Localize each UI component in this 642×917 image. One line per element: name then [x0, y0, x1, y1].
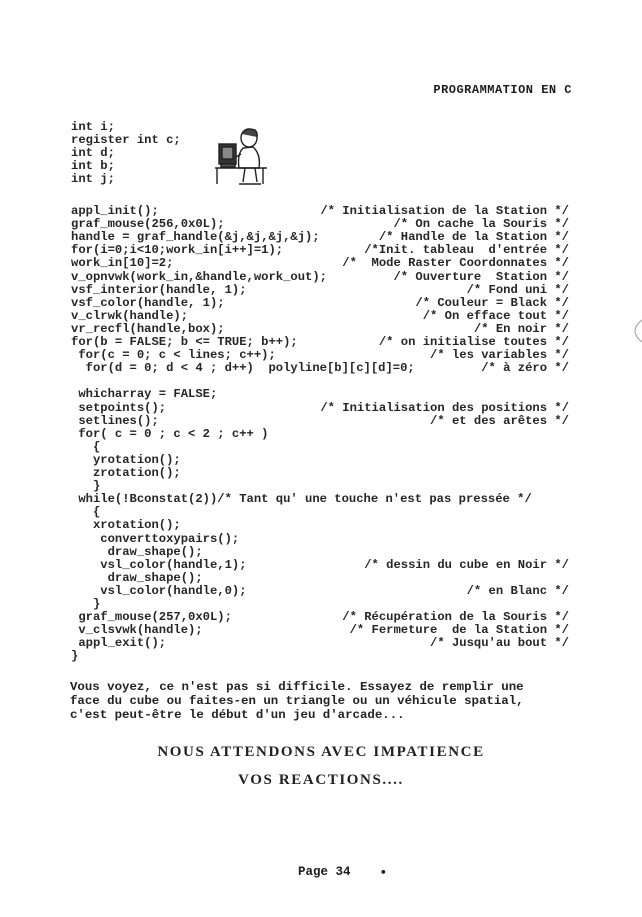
code-comment: /* Fond uni */ [466, 282, 569, 297]
declaration-line: int b; [71, 159, 115, 173]
code-comment: /* Récupération de la Souris */ [342, 610, 569, 625]
code-comment: /* à zéro */ [481, 361, 569, 376]
code-comment: /* En noir */ [473, 321, 569, 336]
code-line: v_clrwk(handle); [71, 308, 189, 323]
code-comment: /* Fermeture de la Station */ [349, 623, 569, 638]
code-line: for(b = FALSE; b <= TRUE; b++); [71, 335, 298, 349]
code-comment: /* On efface tout */ [422, 308, 569, 323]
page-number: Page 34 [298, 865, 351, 879]
code-comment: /* Ouverture Station */ [393, 269, 569, 284]
code-line: yrotation(); [71, 452, 181, 467]
code-line: } [71, 597, 101, 611]
closing-headline-2: VOS REACTIONS.... [238, 772, 404, 788]
code-line: for( c = 0 ; c < 2 ; c++ ) [71, 426, 269, 441]
paragraph-line: c'est peut-être le début d'un jeu d'arcade... [70, 708, 405, 722]
code-line: converttoxypairs(); [71, 531, 240, 546]
code-line: graf_mouse(256,0x0L); [71, 217, 225, 232]
code-line: setlines(); [71, 413, 159, 428]
code-line: handle = graf_handle(&j,&j,&j,&j); [71, 230, 320, 245]
code-line: draw_shape(); [71, 570, 203, 585]
code-line: work_in[10]=2; [71, 256, 174, 271]
code-comment: /*Init. tableau d'entrée */ [364, 243, 569, 258]
declaration-line: int d; [71, 146, 115, 160]
code-comment: /* en Blanc */ [466, 583, 569, 598]
code-line: v_clsvwk(handle); [71, 623, 203, 638]
code-line: setpoints(); [71, 400, 167, 415]
closing-headline-1: NOUS ATTENDONS AVEC IMPATIENCE [157, 744, 485, 760]
code-comment: /* On cache la Souris */ [393, 217, 569, 232]
paragraph-line: Vous voyez, ce n'est pas si difficile. Essayez de remplir une [70, 680, 524, 694]
code-line: vsf_interior(handle, 1); [71, 282, 247, 297]
code-line: vsl_color(handle,1); [71, 557, 247, 572]
paragraph-line: face du cube ou faites-en un triangle ou un véhicule spatial, [70, 694, 524, 708]
code-comment: /* Jusqu'au bout */ [430, 636, 569, 651]
code-comment: /* Couleur = Black */ [415, 295, 569, 310]
declaration-line: int i; [71, 120, 115, 134]
code-line: for(i=0;i<10;work_in[i++]=1); [71, 243, 284, 258]
code-line: zrotation(); [71, 466, 181, 480]
code-line: { [71, 505, 101, 520]
code-line: vsf_color(handle, 1); [71, 295, 225, 310]
code-comment: /* Initialisation de la Station */ [320, 204, 569, 218]
page-margin-mark [624, 318, 642, 344]
code-line: vsl_color(handle,0); [71, 583, 247, 598]
code-comment: /* et des arêtes */ [430, 413, 569, 428]
code-comment: /* on initialise toutes */ [378, 335, 569, 349]
bullet-mark: • [380, 866, 387, 879]
code-comment: /* Handle de la Station */ [378, 230, 569, 245]
code-comment: /* les variables */ [430, 348, 569, 363]
code-line: draw_shape(); [71, 544, 203, 559]
code-line: appl_exit(); [71, 636, 167, 651]
code-line: xrotation(); [71, 518, 181, 533]
code-line: while(!Bconstat(2))/* Tant qu' une touche n'est pas pressée */ [71, 492, 532, 507]
declaration-line: register int c; [71, 133, 181, 147]
declaration-line: int j; [71, 172, 115, 186]
code-line: { [71, 439, 101, 454]
code-line: } [71, 649, 79, 664]
code-line: graf_mouse(257,0x0L); [71, 610, 232, 625]
code-line: whicharray = FALSE; [71, 387, 218, 402]
code-line: appl_init(); [71, 204, 159, 218]
section-title: PROGRAMMATION EN C [433, 83, 572, 97]
code-comment: /* Initialisation des positions */ [320, 400, 569, 415]
closing-paragraph [70, 680, 590, 722]
code-comment: /* dessin du cube en Noir */ [364, 557, 569, 572]
code-line: } [71, 479, 101, 494]
code-line: for(c = 0; c < lines; c++); [71, 348, 276, 363]
code-line: for(d = 0; d < 4 ; d++) polyline[b][c][d]=0; [71, 361, 415, 376]
code-line: v_opnvwk(work_in,&handle,work_out); [71, 269, 327, 284]
person-at-computer-illustration [213, 124, 275, 190]
code-line: vr_recfl(handle,box); [71, 321, 225, 336]
code-comment: /* Mode Raster Coordonnates */ [342, 256, 569, 271]
